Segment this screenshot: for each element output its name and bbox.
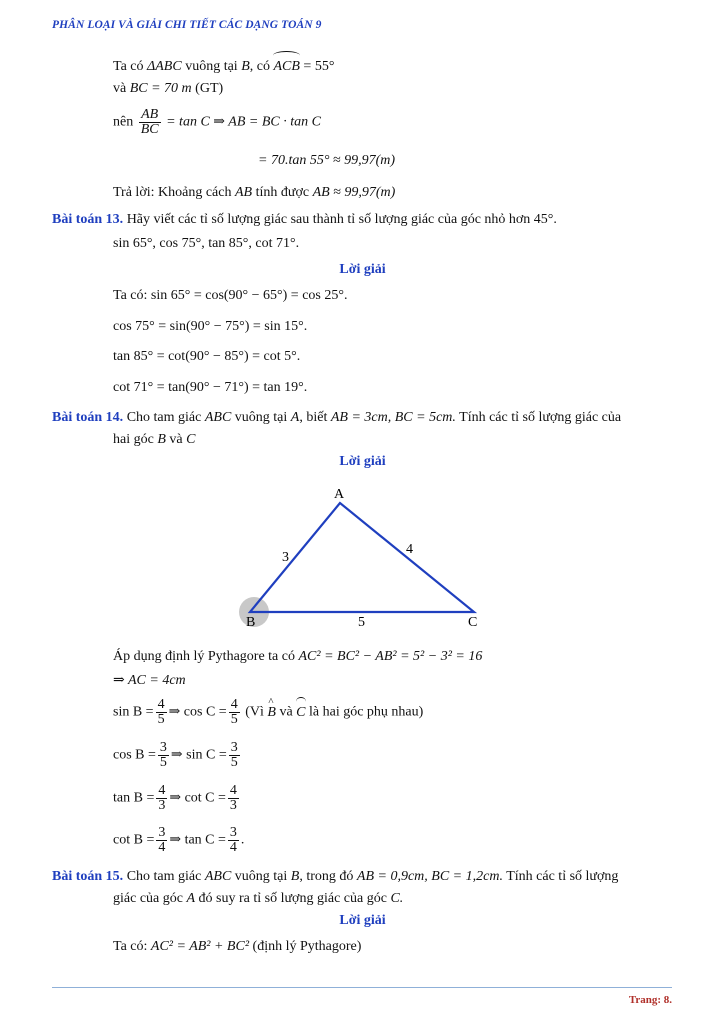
p13-step-4: cot 71° = tan(90° − 71°) = tan 19°. [113,380,308,395]
problem-14-title: Bài toán 14. Cho tam giác ABC vuông tại A, biết AB = 3cm, BC = 5cm. Tính các tỉ số lượng giác của [52,410,622,425]
problem-15-title: Bài toán 15. Cho tam giác ABC vuông tại B, trong đó AB = 0,9cm, BC = 1,2cm. Tính các tỉ số lượng [52,869,619,884]
prev-line-2: và BC = 70 m (GT) [113,81,224,96]
vertex-a-label: A [334,487,345,502]
p13-step-1: Ta có: sin 65° = cos(90° − 65°) = cos 25°. [113,288,348,303]
triangle-figure [230,480,500,635]
p15-step-1: Ta có: AC² = AB² + BC² (định lý Pythagore) [113,939,362,954]
prev-line-1: Ta có ΔABC vuông tại B, có ACB = 55° [113,58,334,76]
footer-divider [52,987,672,988]
problem-13-title: Bài toán 13. Hãy viết các tỉ số lượng giác sau thành tỉ số lượng giác của góc nhỏ hơn 45°. [52,212,557,227]
vertex-b-label: B [246,615,256,630]
page-number: Trang: 8. [628,994,672,1006]
problem-13-list: sin 65°, cos 75°, tan 85°, cot 71°. [113,236,300,251]
angle-c-symbol: C [296,704,305,722]
side-ab-label: 3 [282,550,289,565]
p13-step-2: cos 75° = sin(90° − 75°) = sin 15°. [113,319,308,334]
prev-line-5: Trả lời: Khoảng cách AB tính được AB ≈ 99,97(m) [113,185,396,200]
p13-step-3: tan 85° = cot(90° − 85°) = cot 5°. [113,349,301,364]
ac-result: ⇒ AC = 4cm [113,673,186,688]
problem-14-line-2: hai góc B và C [113,432,196,447]
prev-line-4: = 70.tan 55° ≈ 99,97(m) [258,153,396,168]
ratio-row-3: tan B = $\frac{4}{3}$ ⇒ cot C = $\frac{4}{3}$ [113,783,237,813]
angle-acb: ACB [273,58,299,76]
problem-15-solution-label: Lời giải [339,913,386,928]
ratio-row-4: cot B = $\frac{3}{4}$ ⇒ tan C = $\frac{3}{4}$ . [113,825,245,855]
problem-14-solution-label: Lời giải [339,454,386,469]
side-bc-label: 5 [358,615,365,630]
pythagore-line: Áp dụng định lý Pythagore ta có AC² = BC² − AB² = 5² − 3² = 16 [113,649,483,664]
ratio-row-2: cos B = $\frac{3}{5}$ ⇒ sin C = $\frac{3}{5}$ [113,740,238,770]
problem-15-line-2: giác của góc A đó suy ra tỉ số lượng giác của góc C. [113,891,404,906]
problem-13-solution-label: Lời giải [339,262,386,277]
header-title: PHÂN LOẠI VÀ GIẢI CHI TIẾT CÁC DẠNG TOÁN 9 [52,19,322,31]
side-ac-label: 4 [406,542,413,557]
vertex-c-label: C [468,615,478,630]
ratio-row-1: sin B = $\frac{4}{5}$ ⇒ cos C = $\frac{4}{5}$ (Vì ^ B và C là hai góc phụ nhau) [113,698,423,727]
prev-line-3: nên $\frac{AB}{BC}$ = tan C ⇒ AB = BC · tan C [113,107,321,137]
